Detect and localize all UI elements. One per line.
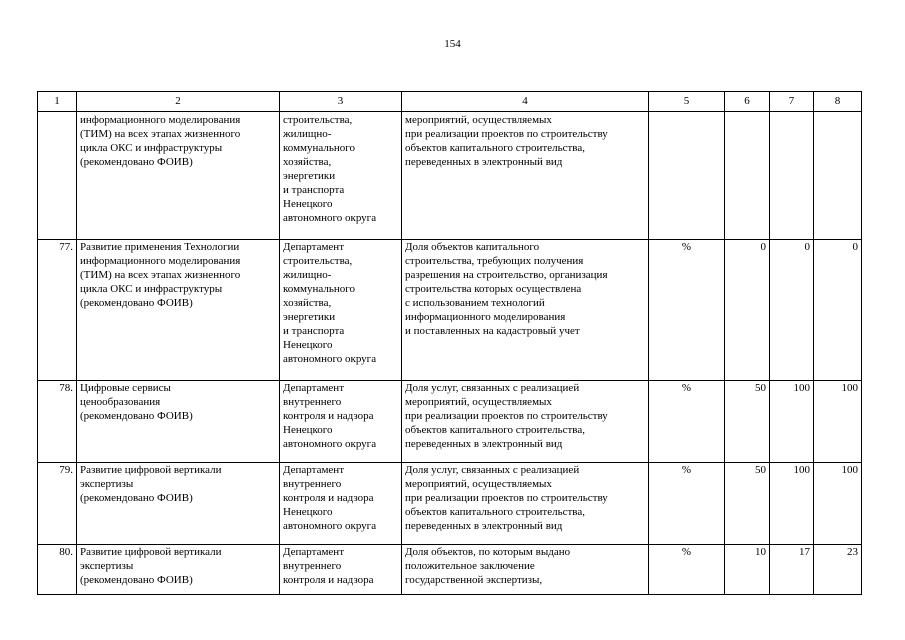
value-col7 (770, 112, 814, 240)
measure-name: информационного моделирования (ТИМ) на всех этапах жизненного цикла ОКС и инфраструктуры (рекомендовано ФОИВ) (77, 112, 280, 240)
measure-name: Развитие применения Технологии информационного моделирования (ТИМ) на всех этапах жизненного цикла ОКС и инфраструктуры (рекомендовано ФОИВ) (77, 240, 280, 381)
indicator: Доля услуг, связанных с реализацией мероприятий, осуществляемых при реализации проектов по строительству объектов капитального строительства, переведенных в электронный вид (402, 381, 649, 463)
unit: % (649, 545, 725, 595)
indicator: Доля объектов капитального строительства, требующих получения разрешения на строительство, организация строительства которых осуществлена с использованием технологий информационного моделирования и поставленных на кадастровый учет (402, 240, 649, 381)
indicators-table (37, 91, 862, 595)
indicator: Доля услуг, связанных с реализацией мероприятий, осуществляемых при реализации проектов по строительству объектов капитального строительства, переведенных в электронный вид (402, 463, 649, 545)
unit: % (649, 240, 725, 381)
executor: Департамент внутреннего контроля и надзора Ненецкого автономного округа (280, 463, 402, 545)
table-row (38, 240, 862, 381)
column-header: 2 (77, 92, 280, 112)
page-number: 154 (444, 38, 461, 50)
executor: Департамент внутреннего контроля и надзора Ненецкого автономного округа (280, 381, 402, 463)
table-row (38, 381, 862, 463)
row-number (38, 112, 77, 240)
measure-name: Развитие цифровой вертикали экспертизы (рекомендовано ФОИВ) (77, 545, 280, 595)
unit: % (649, 381, 725, 463)
value-col8: 100 (814, 463, 862, 545)
measure-name: Цифровые сервисы ценообразования (рекомендовано ФОИВ) (77, 381, 280, 463)
value-col7: 100 (770, 463, 814, 545)
table-row (38, 463, 862, 545)
row-number: 78. (38, 381, 77, 463)
value-col6 (725, 112, 770, 240)
value-col7: 0 (770, 240, 814, 381)
value-col6: 10 (725, 545, 770, 595)
row-number: 77. (38, 240, 77, 381)
value-col6: 50 (725, 381, 770, 463)
column-header: 1 (38, 92, 77, 112)
executor: строительства, жилищно- коммунального хозяйства, энергетики и транспорта Ненецкого автономного округа (280, 112, 402, 240)
value-col7: 100 (770, 381, 814, 463)
value-col8: 0 (814, 240, 862, 381)
executor: Департамент внутреннего контроля и надзора (280, 545, 402, 595)
value-col6: 0 (725, 240, 770, 381)
value-col6: 50 (725, 463, 770, 545)
column-header: 7 (770, 92, 814, 112)
unit (649, 112, 725, 240)
column-header: 3 (280, 92, 402, 112)
value-col8 (814, 112, 862, 240)
column-header: 6 (725, 92, 770, 112)
column-header: 5 (649, 92, 725, 112)
indicator: Доля объектов, по которым выдано положительное заключение государственной экспертизы, (402, 545, 649, 595)
header-row (38, 92, 862, 112)
executor: Департамент строительства, жилищно- коммунального хозяйства, энергетики и транспорта Ненецкого автономного округа (280, 240, 402, 381)
unit: % (649, 463, 725, 545)
column-header: 8 (814, 92, 862, 112)
table-row (38, 545, 862, 595)
indicator: мероприятий, осуществляемых при реализации проектов по строительству объектов капитального строительства, переведенных в электронный вид (402, 112, 649, 240)
value-col8: 23 (814, 545, 862, 595)
value-col8: 100 (814, 381, 862, 463)
row-number: 80. (38, 545, 77, 595)
measure-name: Развитие цифровой вертикали экспертизы (рекомендовано ФОИВ) (77, 463, 280, 545)
row-number: 79. (38, 463, 77, 545)
table-row (38, 112, 862, 240)
value-col7: 17 (770, 545, 814, 595)
column-header: 4 (402, 92, 649, 112)
